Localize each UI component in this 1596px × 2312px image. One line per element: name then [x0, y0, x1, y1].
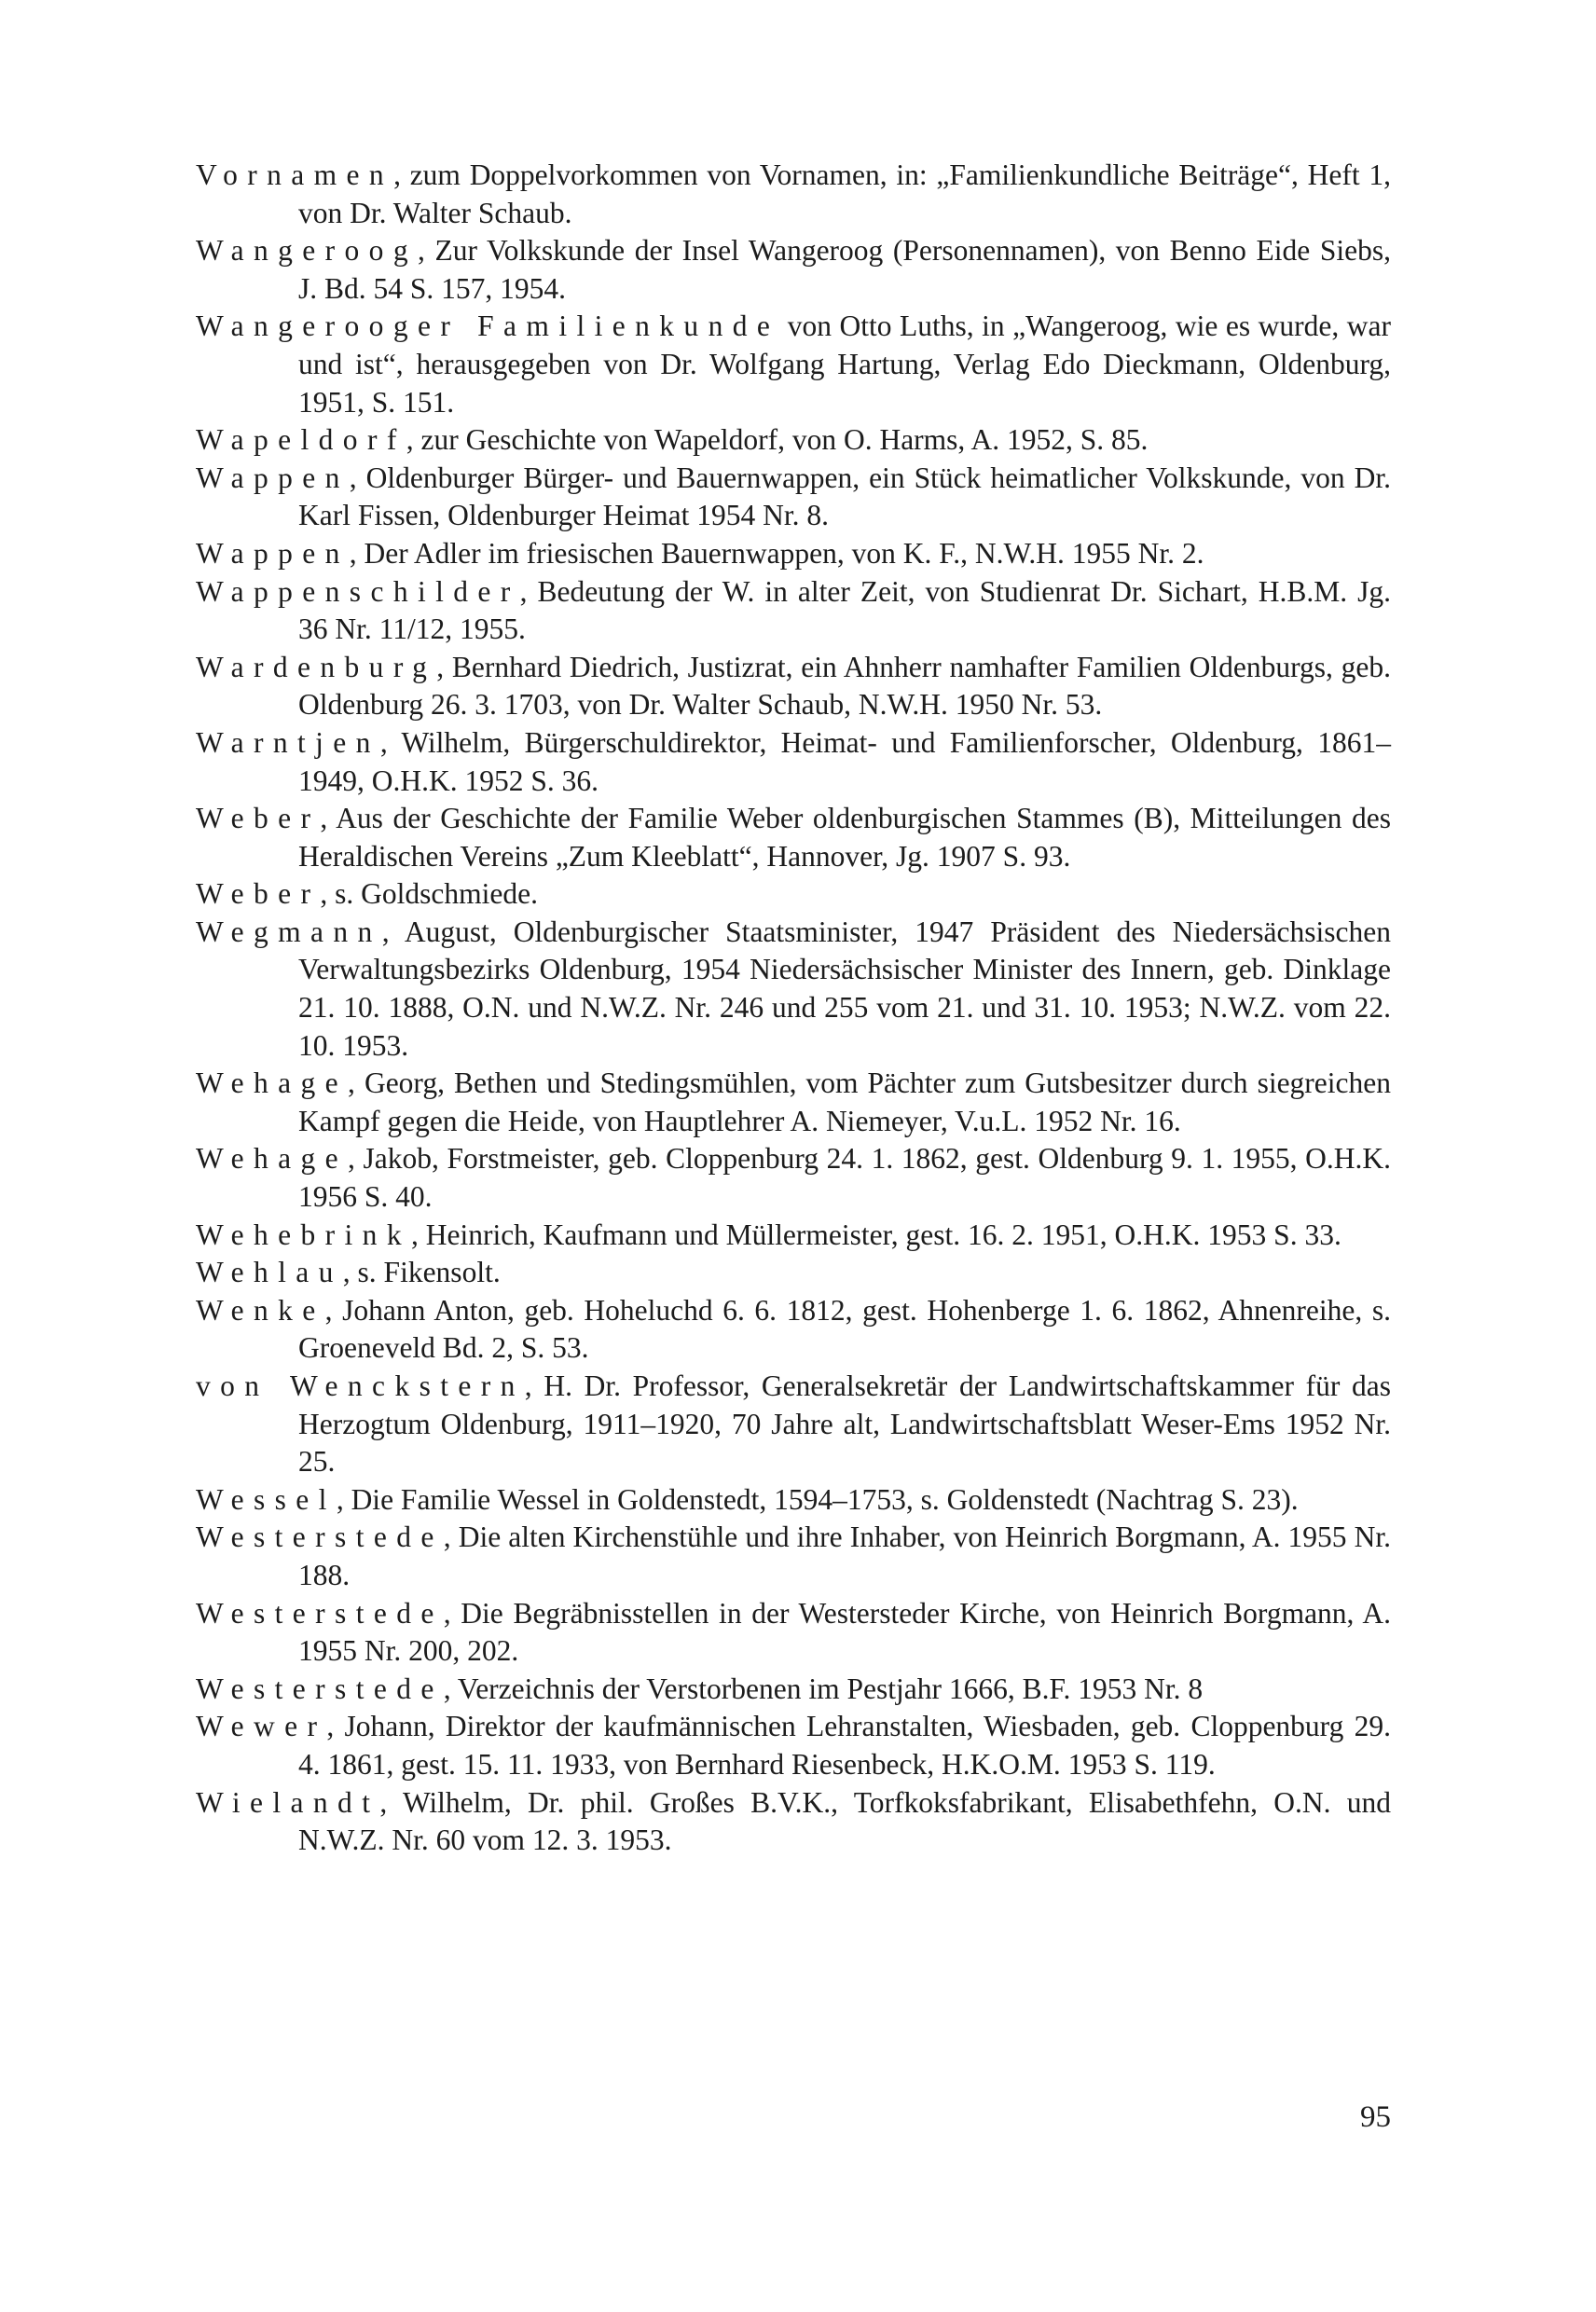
index-entry: [196, 573, 1391, 649]
entry-keyword: Wappen: [196, 536, 350, 570]
entry-text: , Die alten Kirchenstühle und ihre Inhaber, von Heinrich Borgmann, A. 1955 Nr. 188.: [298, 1521, 1391, 1591]
entry-text: , Johann Anton, geb. Hoheluchd 6. 6. 1812, gest. Hohenberge 1. 6. 1862, Ahnenreihe, s. Groeneveld Bd. 2, S. 53.: [298, 1293, 1391, 1365]
entry-keyword: Weber: [196, 802, 321, 835]
entry-text: , Heinrich, Kaufmann und Müllermeister, gest. 16. 2. 1951, O.H.K. 1953 S. 33.: [410, 1218, 1341, 1251]
page-number: 95: [1360, 2100, 1391, 2134]
entry-text: , Georg, Bethen und Stedingsmühlen, vom Pächter zum Gutsbesitzer durch siegreichen Kampf gegen die Heide, von Hauptlehrer A. Niemeyer, V.u.L. 1952 Nr. 16.: [298, 1067, 1391, 1137]
entry-keyword: Weber: [196, 877, 321, 911]
entry-text: , Wilhelm, Dr. phil. Großes B.V.K., Torfkoksfabrikant, Elisabethfehn, O.N. und N.W.Z. Nr. 60 vom 12. 3. 1953.: [298, 1785, 1391, 1857]
entry-keyword: Warntjen: [196, 725, 380, 759]
index-entry: [196, 1292, 1391, 1368]
entry-keyword: Wardenburg: [196, 650, 437, 683]
index-entry: [196, 649, 1391, 724]
entry-keyword: Wehlau: [196, 1256, 343, 1289]
entry-prefix: von: [196, 1369, 290, 1402]
entry-text: , Der Adler im friesischen Bauernwappen, von K. F., N.W.H. 1955 Nr. 2.: [349, 536, 1204, 570]
entry-keyword: Wehage: [196, 1142, 349, 1176]
index-entry: [196, 1368, 1391, 1481]
index-entry: [196, 875, 1391, 914]
entry-text: , zur Geschichte von Wapeldorf, von O. Harms, A. 1952, S. 85.: [406, 423, 1149, 457]
index-entry: [196, 157, 1391, 232]
index-entry: [196, 1595, 1391, 1671]
entry-keyword: Westerstede: [196, 1596, 444, 1630]
index-entry: [196, 308, 1391, 421]
index-entry: [196, 1217, 1391, 1255]
entry-text: , s. Fikensolt.: [342, 1256, 501, 1289]
index-entry: [196, 724, 1391, 800]
index-entry: [196, 1481, 1391, 1520]
entry-keyword: Wehage: [196, 1067, 349, 1100]
entry-text: , Aus der Geschichte der Familie Weber oldenburgischen Stammes (B), Mitteilungen des Heraldischen Vereins „Zum Kleeblatt“, Hannover, Jg. 1907 S. 93.: [298, 802, 1391, 873]
entry-keyword: Wapeldorf: [196, 423, 406, 457]
entry-text: , Verzeichnis der Verstorbenen im Pestjahr 1666, B.F. 1953 Nr. 8: [443, 1672, 1204, 1705]
entry-text: , Die Familie Wessel in Goldenstedt, 1594–1753, s. Goldenstedt (Nachtrag S. 23).: [336, 1482, 1299, 1516]
entry-text: von Otto Luths, in „Wangeroog, wie es wurde, war und ist“, herausgegeben von Dr. Wolfgang Hartung, Verlag Edo Dieckmann, Oldenburg, 1951, S. 151.: [298, 310, 1391, 419]
index-entry: [196, 1708, 1391, 1783]
entry-text: , Jakob, Forstmeister, geb. Cloppenburg 24. 1. 1862, gest. Oldenburg 9. 1. 1955, O.H.K. 1956 S. 40.: [298, 1142, 1391, 1214]
index-entry: [196, 914, 1391, 1065]
entry-keyword: Wessel: [196, 1482, 337, 1516]
entry-keyword: Wewer: [196, 1710, 327, 1743]
entry-keyword: Wappen: [196, 461, 350, 494]
index-entry: [196, 800, 1391, 875]
entry-text: , Zur Volkskunde der Insel Wangeroog (Personennamen), von Benno Eide Siebs, J. Bd. 54 S. 157, 1954.: [298, 234, 1391, 305]
entry-keyword: Wielandt: [196, 1785, 380, 1819]
entry-text: , Oldenburger Bürger- und Bauernwappen, ein Stück heimatlicher Volkskunde, von Dr. Karl Fissen, Oldenburger Heimat 1954 Nr. 8.: [298, 461, 1391, 532]
index-entry: [196, 1065, 1391, 1140]
entry-text: , Die Begräbnisstellen in der Westersteder Kirche, von Heinrich Borgmann, A. 1955 Nr. 200, 202.: [298, 1596, 1391, 1668]
entry-text: , H. Dr. Professor, Generalsekretär der Landwirtschaftskammer für das Herzogtum Oldenburg, 1911–1920, 70 Jahre alt, Landwirtschaftsblatt Weser-Ems 1952 Nr. 25.: [298, 1369, 1392, 1479]
entry-text: , Johann, Direktor der kaufmännischen Lehranstalten, Wiesbaden, geb. Cloppenburg 29. 4. 1861, gest. 15. 11. 1933, von Bernhard Riesenbeck, H.K.O.M. 1953 S. 119.: [298, 1710, 1391, 1781]
entry-text: , Bernhard Diedrich, Justizrat, ein Ahnherr namhafter Familien Oldenburgs, geb. Oldenburg 26. 3. 1703, von Dr. Walter Schaub, N.W.H. 1950 Nr. 53.: [298, 650, 1391, 722]
entry-text: , Bedeutung der W. in alter Zeit, von Studienrat Dr. Sichart, H.B.M. Jg. 36 Nr. 11/12, 1955.: [298, 574, 1391, 646]
entry-text: , Wilhelm, Bürgerschuldirektor, Heimat- und Familienforscher, Oldenburg, 1861–1949, O.H.K. 1952 S. 36.: [298, 725, 1391, 797]
entry-keyword: Wegmann: [196, 915, 382, 948]
index-entry: [196, 1784, 1391, 1860]
entry-keyword: Wangeroog: [196, 234, 418, 268]
entry-keyword: Wappenschilder: [196, 574, 520, 608]
index-entry: [196, 1519, 1391, 1594]
entry-keyword: Vornamen: [196, 158, 394, 191]
entry-text: , August, Oldenburgischer Staatsminister, 1947 Präsident des Niedersächsischen Verwaltungsbezirks Oldenburg, 1954 Niedersächsischer Minister des Innern, geb. Dinklage 21. 10. 1888, O.N. und N.W.Z. Nr. 246 und 255 vom 21. und 31. 10. 1953; N.W.Z. vom 22. 10. 1953.: [298, 915, 1391, 1062]
index-entry: [196, 421, 1391, 460]
index-entry: [196, 1671, 1391, 1709]
index-entry: [196, 1254, 1391, 1292]
entry-keyword: Westerstede: [196, 1521, 444, 1554]
entry-text: , zum Doppelvorkommen von Vornamen, in: „Familienkundliche Beiträge“, Heft 1, von Dr. Walter Schaub.: [298, 158, 1391, 229]
index-page: [196, 157, 1391, 1860]
entry-keyword: Wehebrink: [196, 1218, 411, 1251]
index-entry: [196, 535, 1391, 573]
index-entry: [196, 460, 1391, 535]
index-entry: [196, 1140, 1391, 1216]
entry-keyword: Wenckstern: [289, 1369, 525, 1402]
entry-keyword: Wangerooger Familienkunde: [196, 310, 780, 343]
entry-keyword: Wenke: [196, 1293, 325, 1327]
entry-text: , s. Goldschmiede.: [320, 877, 538, 911]
entry-keyword: Westerstede: [196, 1672, 444, 1705]
index-entry: [196, 232, 1391, 308]
